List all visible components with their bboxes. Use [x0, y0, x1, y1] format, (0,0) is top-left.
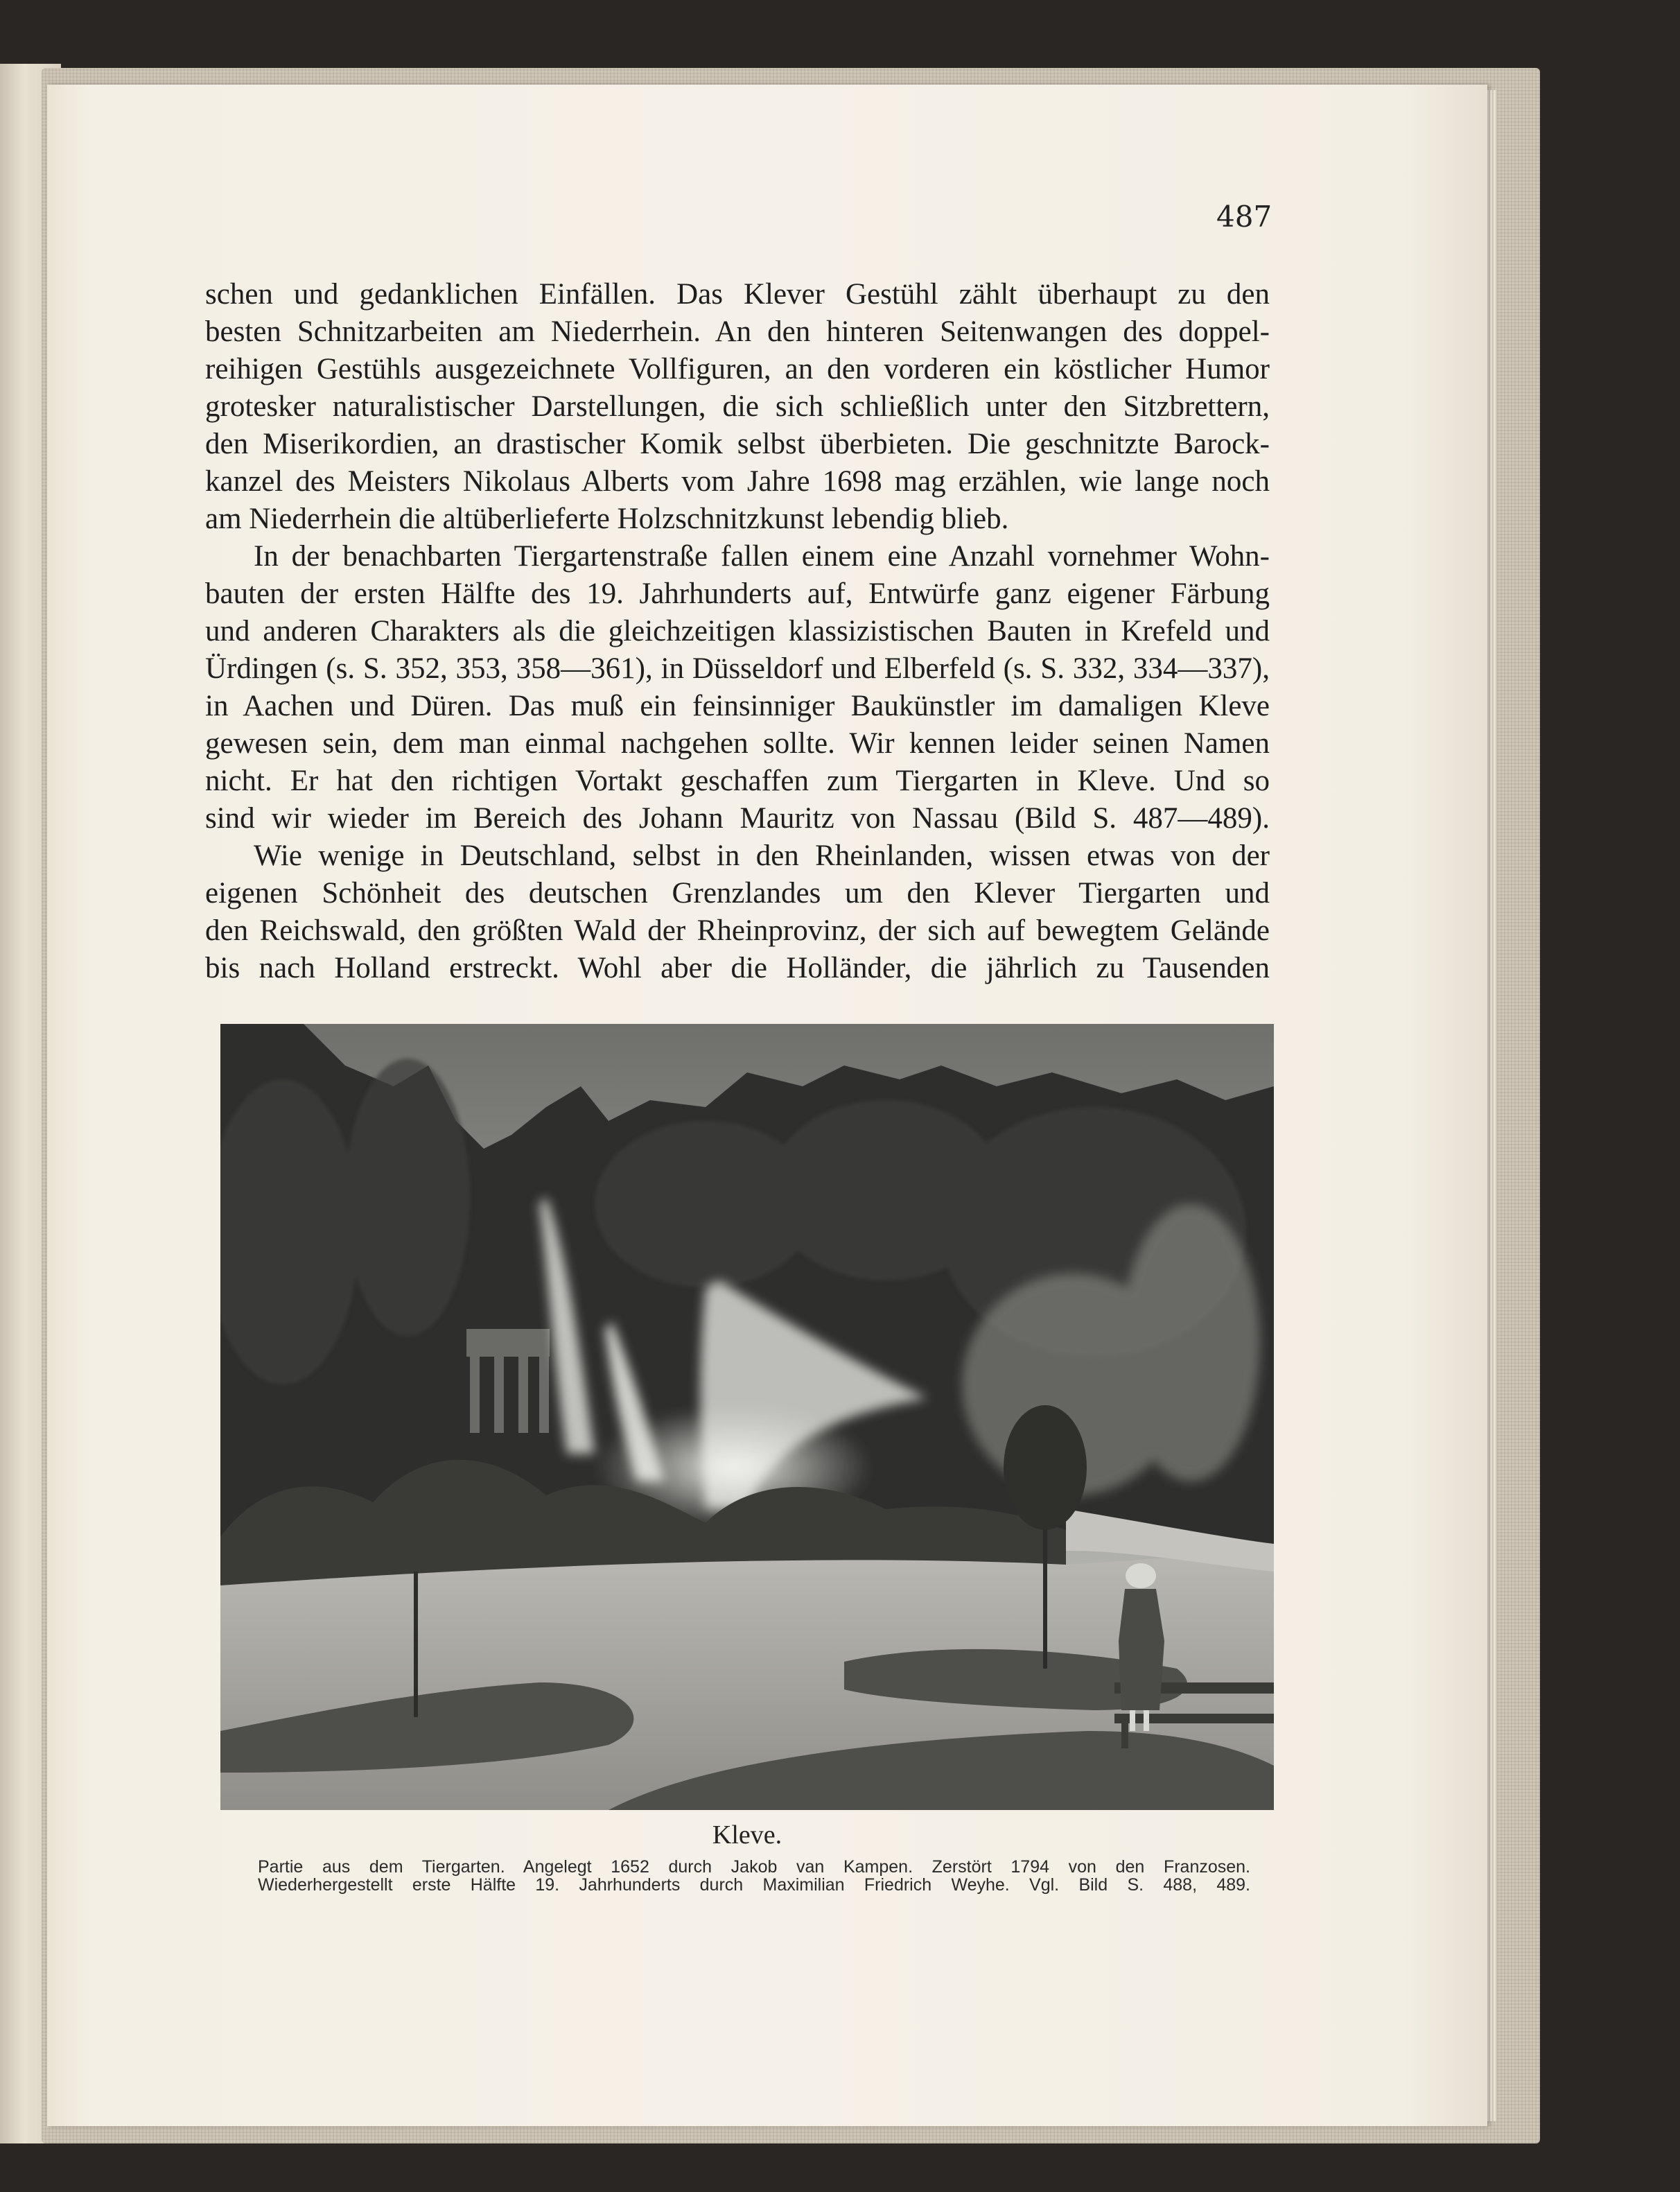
body-line: gewesen sein, dem man einmal nachgehen sollte. Wir kennen leider seinen Namen	[205, 727, 1270, 760]
body-line: bis nach Holland erstreckt. Wohl aber die Holländer, die jährlich zu Tausenden	[205, 952, 1270, 984]
body-line: und anderen Charakters als die gleichzeitigen klassizistischen Bauten in Krefeld und	[205, 615, 1270, 647]
body-line: den Miserikordien, an drastischer Komik selbst überbieten. Die geschnitzte Barock-	[205, 428, 1270, 460]
body-line: grotesker naturalistischer Darstellungen, die sich schließlich unter den Sitzbrettern,	[205, 390, 1270, 423]
body-line: am Niederrhein die altüberlieferte Holzschnitzkunst lebendig blieb.	[205, 503, 1009, 535]
body-line: in Aachen und Düren. Das muß ein feinsinniger Baukünstler im damaligen Kleve	[205, 690, 1270, 722]
body-line: sind wir wieder im Bereich des Johann Mauritz von Nassau (Bild S. 487—489).	[205, 802, 1270, 835]
body-line: Wie wenige in Deutschland, selbst in den Rheinlanden, wissen etwas von der	[254, 840, 1270, 872]
body-line: bauten der ersten Hälfte des 19. Jahrhunderts auf, Entwürfe ganz eigener Färbung	[205, 577, 1270, 610]
body-line: nicht. Er hat den richtigen Vortakt geschaffen zum Tiergarten in Kleve. Und so	[205, 765, 1270, 797]
body-line: kanzel des Meisters Nikolaus Alberts vom Jahre 1698 mag erzählen, wie lange noch	[205, 465, 1270, 498]
body-line: den Reichswald, den größten Wald der Rheinprovinz, der sich auf bewegtem Gelände	[205, 914, 1270, 947]
photo-tiergarten-kleve	[220, 1024, 1274, 1810]
figure-title: Kleve.	[712, 1820, 782, 1850]
body-line: besten Schnitzarbeiten am Niederrhein. An den hinteren Seitenwangen des doppel-	[205, 315, 1270, 348]
body-line: eigenen Schönheit des deutschen Grenzlandes um den Klever Tiergarten und	[205, 877, 1270, 910]
page-number: 487	[1216, 200, 1272, 234]
body-line: Ürdingen (s. S. 352, 353, 358—361), in Düsseldorf und Elberfeld (s. S. 332, 334—337),	[205, 652, 1270, 685]
figure-caption-line-1: Partie aus dem Tiergarten. Angelegt 1652 durch Jakob van Kampen. Zerstört 1794 von den Franzosen.	[258, 1857, 1250, 1877]
body-line: reihigen Gestühls ausgezeichnete Vollfiguren, an den vorderen ein köstlicher Humor	[205, 353, 1270, 385]
body-text	[205, 276, 1270, 987]
body-line: In der benachbarten Tiergartenstraße fallen einem eine Anzahl vornehmer Wohn-	[254, 540, 1270, 573]
body-line: schen und gedanklichen Einfällen. Das Klever Gestühl zählt überhaupt zu den	[205, 278, 1270, 311]
figure-caption-line-2: Wiederhergestellt erste Hälfte 19. Jahrhunderts durch Maximilian Friedrich Weyhe. Vgl. Bild S. 488, 489.	[258, 1875, 1250, 1895]
